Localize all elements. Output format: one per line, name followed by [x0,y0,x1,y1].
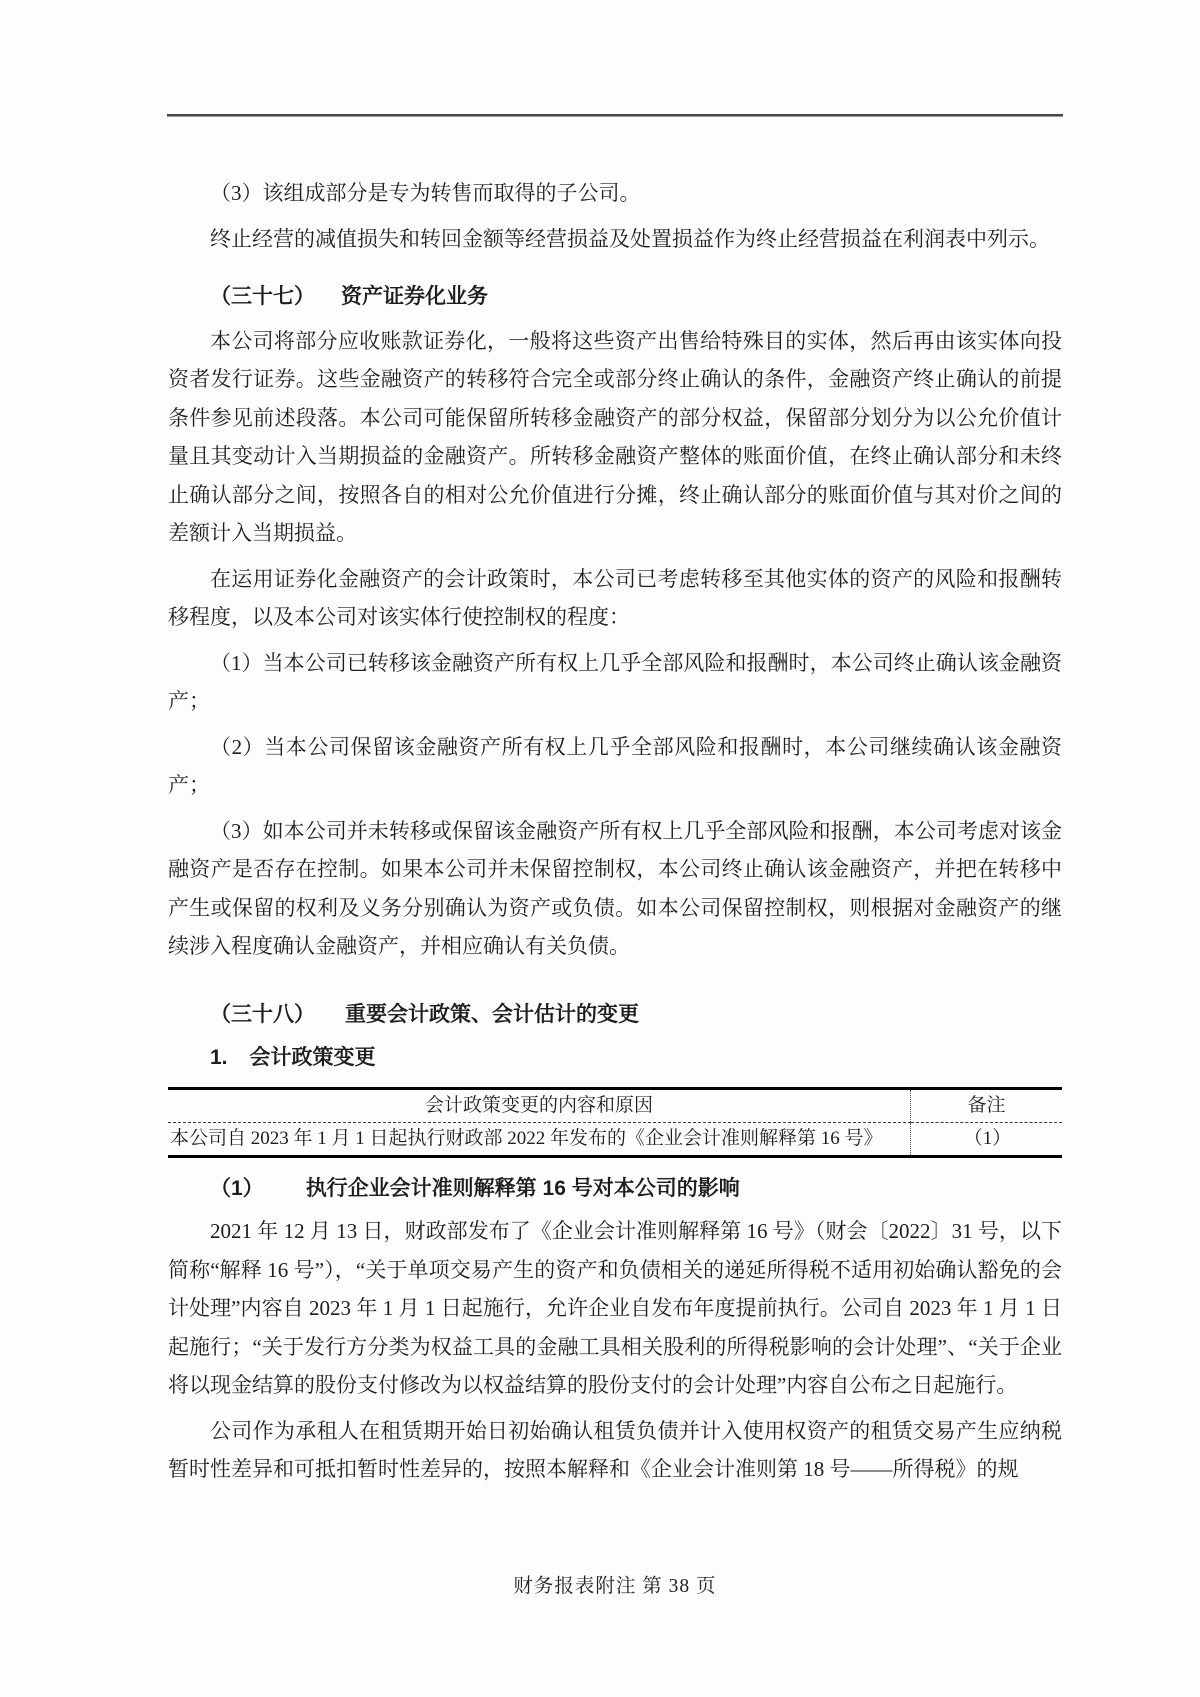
section-37-item-3: （3）如本公司并未转移或保留该金融资产所有权上几乎全部风险和报酬，本公司考虑对该金融资产是否存在控制。如果本公司并未保留控制权，本公司终止确认该金融资产，并把在转移中产生或保留的权利及义务分别确认为资产或负债。如本公司保留控制权，则根据对金融资产的继续涉入程度确认金融资产，并相应确认有关负债。 [168,818,1062,958]
page-footer: 财务报表附注 第 38 页 [513,1576,717,1597]
page-body [168,174,1062,1489]
table-header-reason: 会计政策变更的内容和原因 [168,1088,911,1122]
section-38-title: 重要会计政策、会计估计的变更 [345,1002,639,1026]
table-header-note: 备注 [911,1088,1063,1122]
table-row [168,1122,1062,1156]
section-37-heading [168,278,1062,317]
interpretation-16-heading-title: 执行企业会计准则解释第 16 号对本公司的影响 [305,1176,740,1200]
table-cell-reason: 本公司自 2023 年 1 月 1 日起执行财政部 2022 年发布的《企业会计准则解释第 16 号》 [170,1127,883,1149]
section-37-paragraph-1: 本公司将部分应收账款证券化，一般将这些资产出售给特殊目的实体，然后再由该实体向投资者发行证券。这些金融资产的转移符合完全或部分终止确认的条件，金融资产终止确认的前提条件参见前述段落。本公司可能保留所转移金融资产的部分权益，保留部分划分为以公允价值计量且其变动计入当期损益的金融资产。所转移金融资产整体的账面价值，在终止确认部分和未终止确认部分之间，按照各自的相对公允价值进行分摊，终止确认部分的账面价值与其对价之间的差额计入当期损益。 [168,328,1062,545]
interpretation-16-paragraph-2: 公司作为承租人在租赁期开始日初始确认租赁负债并计入使用权资产的租赁交易产生应纳税暂时性差异和可抵扣暂时性差异的，按照本解释和《企业会计准则第 18 号——所得税》的规 [168,1418,1062,1481]
section-37-title: 资产证券化业务 [341,285,488,308]
interpretation-16-heading [168,1170,1062,1209]
paragraph-discontinued-operations: 终止经营的减值损失和转回金额等经营损益及处置损益作为终止经营损益在利润表中列示。 [210,226,1050,251]
interpretation-16-paragraph-1: 2021 年 12 月 13 日，财政部发布了《企业会计准则解释第 16 号》（财会〔2022〕31 号，以下简称“解释 16 号”），“关于单项交易产生的资产和负债相关的递延所得税不适用初始确认豁免的会计处理”内容自 2023 年 1 月 1 日起施行，允许企业自发布年度提前执行。公司自 2023 年 1 月 1 日起施行；“关于发行方分类为权益工具的金融工具相关股利的所得税影响的会计处理”、“关于企业将以现金结算的股份支付修改为以权益结算的股份支付的会计处理”内容自公布之日起施行。 [168,1219,1062,1397]
section-38-heading [168,996,1062,1035]
section-37-item-1: （1）当本公司已转移该金融资产所有权上几乎全部风险和报酬时，本公司终止确认该金融资产； [168,650,1062,713]
section-37-number: （三十七） [210,285,315,308]
interpretation-16-heading-number: （1） [210,1176,264,1200]
section-37-paragraph-2: 在运用证券化金融资产的会计政策时，本公司已考虑转移至其他实体的资产的风险和报酬转移程度，以及本公司对该实体行使控制权的程度： [168,566,1062,629]
section-37-item-2: （2）当本公司保留该金融资产所有权上几乎全部风险和报酬时，本公司继续确认该金融资产； [168,734,1062,797]
table-header-row [168,1088,1062,1122]
table-cell-note: （1） [911,1122,1063,1156]
subsection-1-number: 1. [210,1046,228,1069]
subsection-1-title: 会计政策变更 [249,1046,376,1069]
section-38-number: （三十八） [210,1002,315,1026]
paragraph-resale-subsidiary: （3）该组成部分是专为转售而取得的子公司。 [210,181,641,205]
subsection-1-heading [168,1039,1062,1078]
accounting-policy-change-table [168,1087,1062,1158]
header-divider-rule [167,114,1063,117]
